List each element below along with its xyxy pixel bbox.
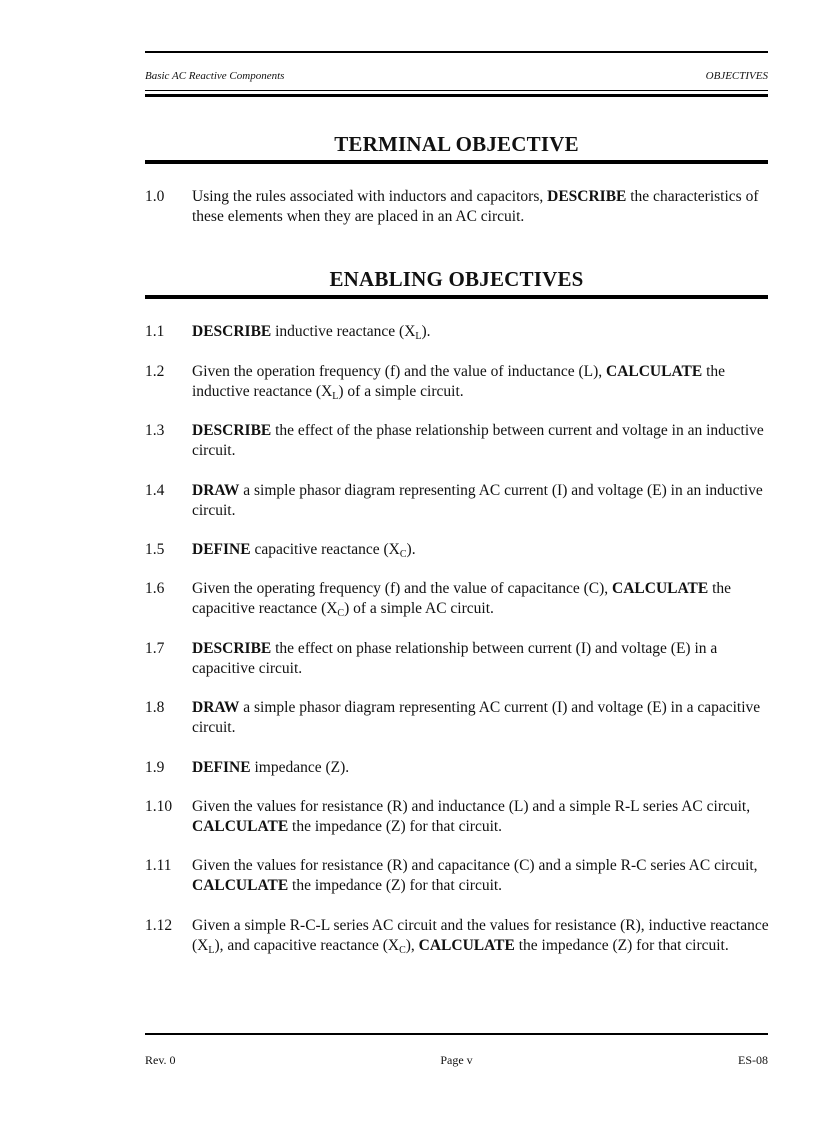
objective-1-7	[145, 639, 770, 679]
objective-1-6	[145, 579, 770, 619]
objective-number: 1.8	[145, 699, 165, 716]
header-right-title: OBJECTIVES	[705, 70, 768, 82]
enabling-title-rule	[145, 295, 768, 299]
objective-number: 1.7	[145, 640, 165, 657]
objective-number: 1.10	[145, 798, 173, 815]
header-bottom-rule-thick	[145, 94, 768, 97]
objective-text: DEFINE capacitive reactance $(X_C)$.	[192, 541, 416, 560]
objective-number: 1.4	[145, 482, 165, 499]
objective-number: 1.12	[145, 917, 173, 934]
objective-1-10	[145, 797, 770, 837]
footer-page-number: Page v	[440, 1053, 473, 1067]
objective-text: Given a simple R-C-L series AC circuit and the values for resistance (R), inductive reactance $(X_L)$, and capacitive reactance $(X_C)$, CALCULATE the impedance (Z) for that circuit.	[192, 917, 769, 956]
objective-text: DEFINE impedance (Z).	[192, 759, 350, 776]
objective-1-0	[145, 187, 770, 227]
objective-number: 1.6	[145, 580, 165, 597]
enabling-objectives-title: ENABLING OBJECTIVES	[329, 267, 584, 291]
header-left-title: Basic AC Reactive Components	[145, 70, 285, 82]
objective-1-9	[145, 758, 770, 778]
objective-number: 1.1	[145, 323, 165, 340]
running-footer	[145, 1053, 768, 1069]
header-bottom-rule-thin	[145, 90, 768, 91]
objective-text: DRAW a simple phasor diagram representing AC current (I) and voltage (E) in an inductive circuit.	[192, 482, 763, 519]
objective-text: Given the values for resistance (R) and inductance (L) and a simple R-L series AC circuit, CALCULATE the impedance (Z) for that circuit.	[192, 798, 751, 835]
footer-rule	[145, 1033, 768, 1035]
objective-1-1	[145, 322, 770, 342]
objective-text: Given the operating frequency (f) and the value of capacitance (C), CALCULATE the capacitive reactance $(X_C)$ of a simple AC circuit.	[192, 580, 732, 619]
objective-1-12	[145, 916, 770, 956]
objective-text: DRAW a simple phasor diagram representing AC current (I) and voltage (E) in a capacitive circuit.	[192, 699, 761, 736]
objective-1-4	[145, 481, 770, 521]
objective-number: 1.3	[145, 422, 165, 439]
objective-1-2	[145, 362, 770, 402]
terminal-title-rule	[145, 160, 768, 164]
objective-number: 1.5	[145, 541, 165, 558]
objective-1-3	[145, 421, 770, 461]
objective-1-5	[145, 540, 770, 560]
objective-text: Given the operation frequency (f) and the value of inductance (L), CALCULATE the inductive reactance $(X_L)$ of a simple circuit.	[192, 363, 725, 402]
objective-text: Given the values for resistance (R) and capacitance (C) and a simple R-C series AC circuit, CALCULATE the impedance (Z) for that circuit.	[192, 857, 758, 894]
objective-number: 1.0	[145, 188, 165, 205]
objective-number: 1.9	[145, 759, 165, 776]
header-top-rule	[145, 51, 768, 53]
footer-revision: Rev. 0	[145, 1053, 176, 1067]
objective-text: DESCRIBE the effect on phase relationship between current (I) and voltage (E) in a capacitive circuit.	[192, 640, 718, 677]
objective-1-8	[145, 698, 770, 738]
objective-text: DESCRIBE inductive reactance $(X_L)$.	[192, 323, 431, 342]
objective-1-11	[145, 856, 770, 896]
running-header	[145, 70, 768, 86]
terminal-objective-title: TERMINAL OBJECTIVE	[334, 132, 579, 156]
footer-document-id: ES-08	[738, 1053, 768, 1067]
objective-number: 1.11	[145, 857, 172, 874]
objective-text: DESCRIBE the effect of the phase relationship between current and voltage in an inductive circuit.	[192, 422, 764, 459]
objective-number: 1.2	[145, 363, 165, 380]
objective-text: Using the rules associated with inductors and capacitors, DESCRIBE the characteristics of these elements when they are placed in an AC circuit.	[192, 188, 759, 225]
